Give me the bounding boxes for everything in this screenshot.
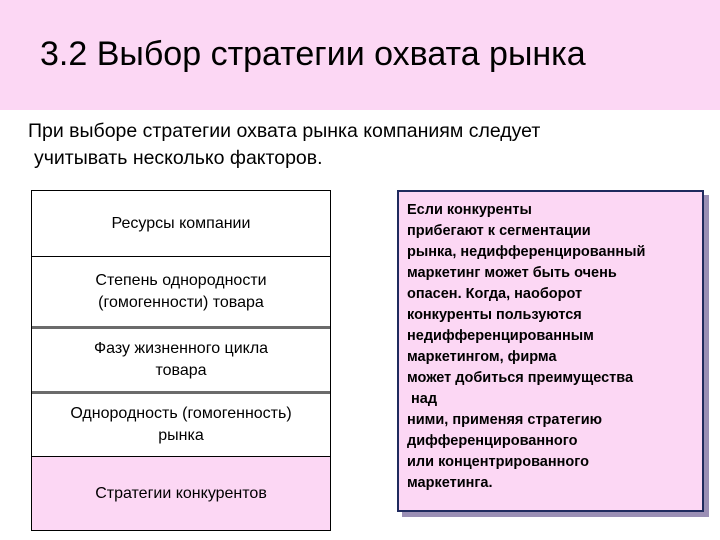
factor-life-cycle: [32, 326, 330, 391]
factor-competitor-strategies: [32, 456, 330, 530]
factor-market-homogeneity: [32, 391, 330, 456]
factor-line: Степень однородности: [95, 271, 267, 289]
note-line: или концентрированного: [407, 454, 589, 470]
note-line: может добиться преимущества: [407, 370, 634, 386]
note-line: прибегают к сегментации: [407, 223, 591, 239]
note-line: дифференцированного: [407, 433, 578, 449]
note-line: ними, применяя стратегию: [407, 412, 602, 428]
note-line: маркетингом, фирма: [407, 349, 557, 365]
competitors-note-box: [397, 190, 704, 512]
intro-line-1: При выборе стратегии охвата рынка компаниям следует: [28, 120, 541, 142]
factor-resources: [32, 191, 330, 256]
factor-line: Стратегии конкурентов: [95, 484, 267, 502]
intro-line-2: учитывать несколько факторов.: [34, 147, 323, 169]
note-text: [407, 200, 645, 494]
note-line: рынка, недифференцированный: [407, 244, 646, 260]
note-line: маркетинг может быть очень: [407, 265, 617, 281]
intro-text: [28, 118, 708, 172]
factor-line: товара: [155, 362, 207, 379]
note-line: над: [407, 391, 438, 407]
note-line: недифференцированным: [407, 328, 594, 344]
note-line: опасен. Когда, наоборот: [407, 286, 583, 302]
title-bar: [0, 0, 720, 110]
factor-line: Однородность (гомогенность): [70, 405, 292, 422]
note-line: Если конкуренты: [407, 202, 532, 218]
factors-list: [31, 190, 331, 531]
factor-line: рынка: [158, 427, 204, 444]
factor-product-homogeneity: [32, 256, 330, 326]
note-line: конкуренты пользуются: [407, 307, 582, 323]
factor-line: Ресурсы компании: [111, 214, 251, 232]
factor-line: (гомогенности) товара: [98, 293, 264, 311]
slide-title: 3.2 Выбор стратегии охвата рынка: [40, 35, 586, 73]
factor-line: Фазу жизненного цикла: [93, 340, 269, 357]
note-line: маркетинга.: [407, 475, 493, 491]
